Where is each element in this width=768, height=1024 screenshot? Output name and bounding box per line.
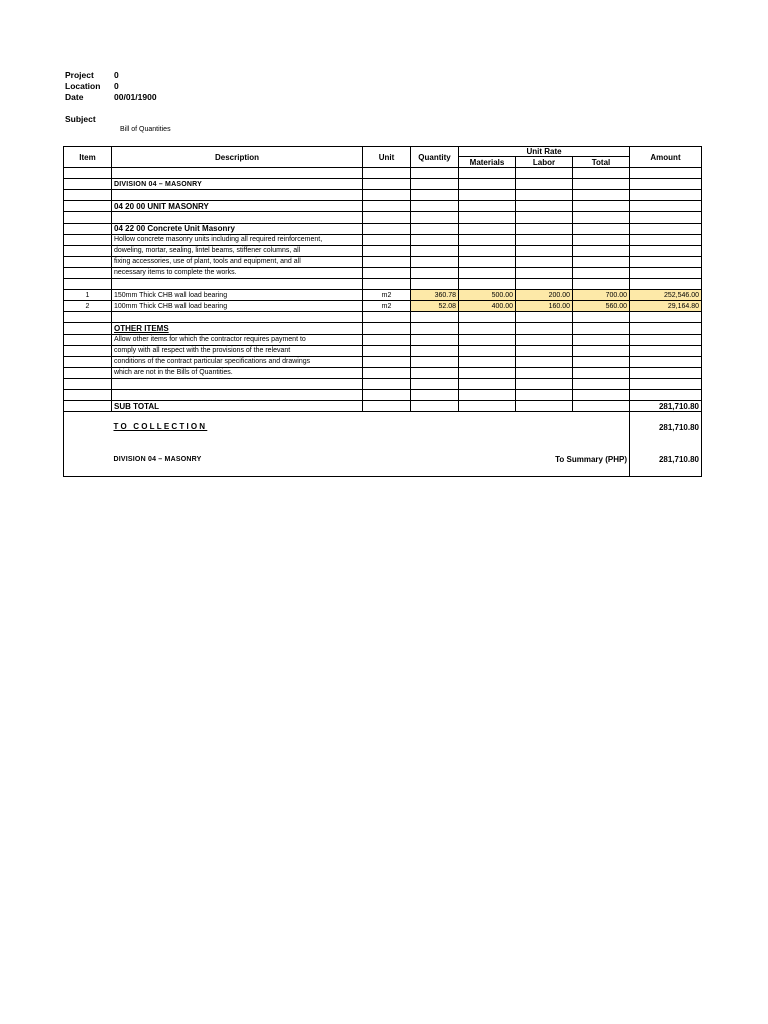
item-description: 150mm Thick CHB wall load bearing: [112, 290, 363, 301]
location-line: [65, 81, 119, 92]
section-title: 04 20 00 UNIT MASONRY: [112, 201, 363, 212]
description-line: doweling, mortar, sealing, lintel beams, stiffener columns, all: [112, 245, 363, 256]
item-row: [64, 301, 702, 312]
date-label: Date: [65, 92, 84, 102]
date-line: [65, 92, 157, 103]
item-row: [64, 290, 702, 301]
col-unit: Unit: [363, 147, 411, 168]
other-items-line-row: [64, 334, 702, 345]
to-summary-value: 281,710.80: [630, 442, 702, 477]
subsection-title: 04 22 00 Concrete Unit Masonry: [112, 223, 363, 234]
table-row: [64, 378, 702, 389]
sub-total-label: SUB TOTAL: [112, 401, 363, 412]
to-collection-value: 281,710.80: [630, 412, 702, 443]
division-row: [64, 179, 702, 190]
item-unit: m2: [363, 301, 411, 312]
subsection-row: [64, 223, 702, 234]
subject-label: Subject: [65, 114, 96, 124]
item-unit: m2: [363, 290, 411, 301]
col-unit-rate: Unit Rate: [459, 147, 630, 157]
other-items-row: [64, 323, 702, 334]
item-amount: 252,546.00: [630, 290, 702, 301]
to-summary-label: To Summary (PHP): [363, 442, 630, 477]
description-line: Hollow concrete masonry units including all required reinforcement,: [112, 234, 363, 245]
col-materials: Materials: [459, 157, 516, 168]
other-items-line-row: [64, 356, 702, 367]
item-quantity: 52.08: [411, 301, 459, 312]
table-row: [64, 212, 702, 223]
col-total: Total: [573, 157, 630, 168]
date-value: 00/01/1900: [114, 92, 157, 102]
location-value: 0: [114, 81, 119, 91]
sub-total-row: [64, 401, 702, 412]
section-row: [64, 201, 702, 212]
table-row: [64, 389, 702, 400]
other-items-line: comply with all respect with the provisions of the relevant: [112, 345, 363, 356]
description-row: [64, 245, 702, 256]
other-items-line-row: [64, 367, 702, 378]
project-line: [65, 70, 119, 81]
table-row: [64, 168, 702, 179]
item-total-rate: 560.00: [573, 301, 630, 312]
description-line: necessary items to complete the works.: [112, 267, 363, 278]
item-materials-rate: 400.00: [459, 301, 516, 312]
description-row: [64, 267, 702, 278]
item-quantity: 360.78: [411, 290, 459, 301]
table-row: [64, 190, 702, 201]
description-row: [64, 256, 702, 267]
other-items-line: Allow other items for which the contractor requires payment to: [112, 334, 363, 345]
summary-row: [64, 442, 702, 477]
header-row-1: [64, 147, 702, 157]
to-collection-row: [64, 412, 702, 443]
col-amount: Amount: [630, 147, 702, 168]
table-row: [64, 279, 702, 290]
to-collection-label: TO COLLECTION: [113, 422, 208, 432]
col-description: Description: [112, 147, 363, 168]
division-title: DIVISION 04 – MASONRY: [112, 179, 363, 190]
description-row: [64, 234, 702, 245]
other-items-line: conditions of the contract particular specifications and drawings: [112, 356, 363, 367]
other-items-line-row: [64, 345, 702, 356]
description-line: fixing accessories, use of plant, tools and equipment, and all: [112, 256, 363, 267]
item-materials-rate: 500.00: [459, 290, 516, 301]
project-label: Project: [65, 70, 94, 80]
sub-total-value: 281,710.80: [630, 401, 702, 412]
project-value: 0: [114, 70, 119, 80]
item-labor-rate: 160.00: [516, 301, 573, 312]
location-label: Location: [65, 81, 101, 91]
other-items-title: OTHER ITEMS: [112, 323, 363, 334]
col-labor: Labor: [516, 157, 573, 168]
item-number: 2: [64, 301, 112, 312]
bill-of-quantities-table: [63, 146, 702, 477]
item-total-rate: 700.00: [573, 290, 630, 301]
item-amount: 29,164.80: [630, 301, 702, 312]
subject-value: Bill of Quantities: [120, 126, 171, 133]
table-row: [64, 312, 702, 323]
item-description: 100mm Thick CHB wall load bearing: [112, 301, 363, 312]
col-quantity: Quantity: [411, 147, 459, 168]
item-number: 1: [64, 290, 112, 301]
col-item: Item: [64, 147, 112, 168]
other-items-line: which are not in the Bills of Quantities.: [112, 367, 363, 378]
item-labor-rate: 200.00: [516, 290, 573, 301]
footer-division: DIVISION 04 – MASONRY: [112, 442, 363, 477]
